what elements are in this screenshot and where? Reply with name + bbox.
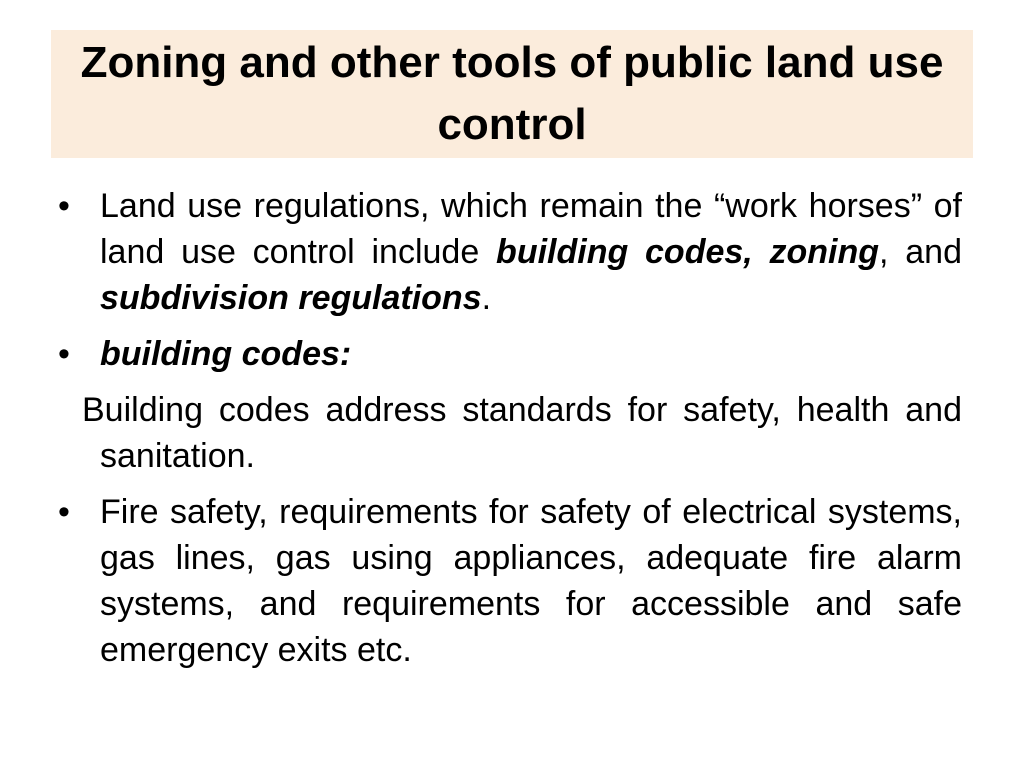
bullet-text: Land use regulations, which remain the “work horses” of land use control include: [100, 187, 962, 271]
slide-title-banner: [51, 30, 973, 158]
slide-body: [58, 183, 962, 673]
bullet-text: Fire safety, requirements for safety of electrical systems, gas lines, gas using appliances, adequate fire alarm systems, and requirements for accessible and safe emergency exits etc.: [100, 493, 962, 669]
bullet-text: , and: [879, 233, 962, 271]
bullet-text: .: [481, 279, 492, 317]
paragraph-building-codes: Building codes address standards for safety, health and sanitation.: [82, 391, 962, 475]
bullet-emphasis: subdivision regulations: [100, 279, 482, 317]
bullet-icon: •: [58, 335, 70, 373]
bullet-item-land-use-regulations: [58, 183, 962, 321]
bullet-item-building-codes-heading: [58, 331, 962, 377]
bullet-heading: building codes:: [100, 335, 352, 373]
slide-title: Zoning and other tools of public land use control: [80, 38, 944, 149]
bullet-emphasis: building codes, zoning: [496, 233, 880, 271]
bullet-icon: •: [58, 187, 70, 225]
bullet-item-fire-safety: [58, 489, 962, 673]
bullet-icon: •: [58, 493, 70, 531]
